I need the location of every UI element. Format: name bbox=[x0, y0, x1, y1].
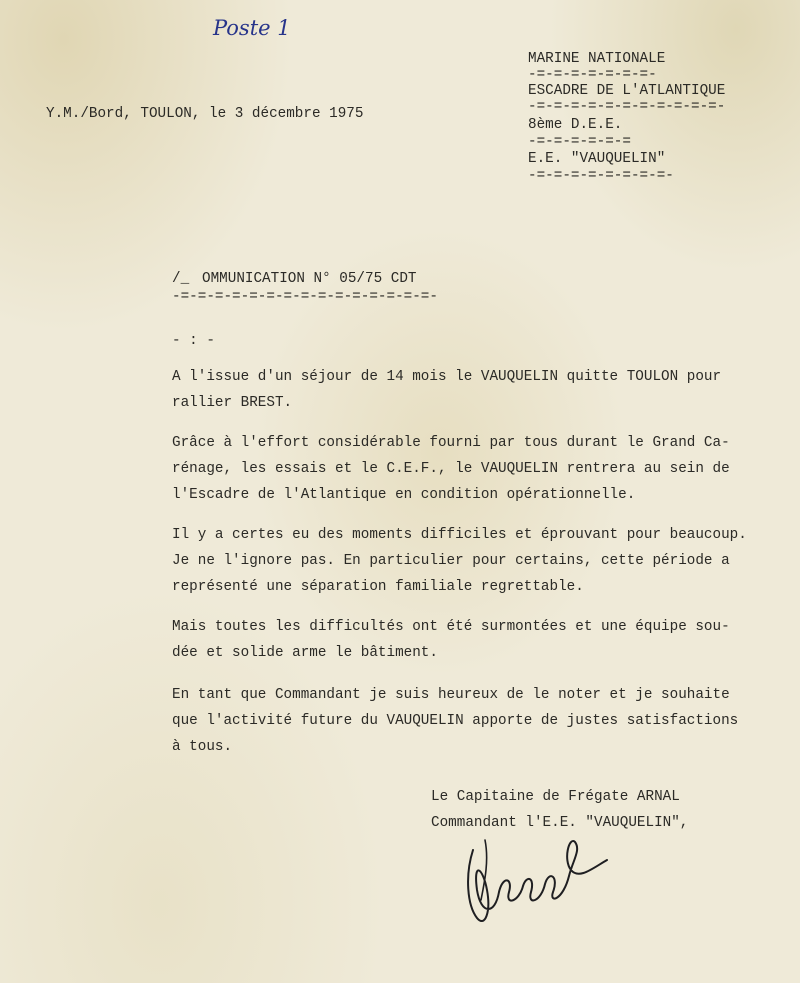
letterhead-separator-1: -=-=-=-=-=-=-=- bbox=[528, 67, 657, 83]
paragraph-line: Il y a certes eu des moments difficiles et éprouvant pour beaucoup. bbox=[172, 527, 747, 543]
letterhead-escadre: ESCADRE DE L'ATLANTIQUE bbox=[528, 83, 726, 99]
paragraph-line: rénage, les essais et le C.E.F., le VAUQUELIN rentrera au sein de bbox=[172, 461, 730, 477]
section-divider: - : - bbox=[172, 333, 215, 349]
paragraph-line: Je ne l'ignore pas. En particulier pour certains, cette période a bbox=[172, 553, 730, 569]
paragraph-line: représenté une séparation familiale regrettable. bbox=[172, 579, 584, 595]
letterhead-separator-2: -=-=-=-=-=-=-=-=-=-=-=- bbox=[528, 99, 726, 115]
paragraph-line: que l'activité future du VAUQUELIN apporte de justes satisfactions bbox=[172, 713, 739, 729]
title-underline: -=-=-=-=-=-=-=-=-=-=-=-=-=-=-=- bbox=[172, 289, 438, 305]
signatory-title: Commandant l'E.E. "VAUQUELIN", bbox=[431, 815, 689, 831]
date-line: Y.M./Bord, TOULON, le 3 décembre 1975 bbox=[46, 106, 364, 122]
paragraph-5 bbox=[172, 682, 762, 760]
signatory-rank: Le Capitaine de Frégate ARNAL bbox=[431, 789, 680, 805]
paragraph-line: l'Escadre de l'Atlantique en condition opérationnelle. bbox=[172, 487, 636, 503]
letterhead-ship: E.E. "VAUQUELIN" bbox=[528, 151, 666, 167]
handwritten-signature bbox=[455, 820, 615, 930]
letterhead-separator-4: -=-=-=-=-=-=-=-=- bbox=[528, 168, 674, 184]
paragraph-line: A l'issue d'un séjour de 14 mois le VAUQUELIN quitte TOULON pour bbox=[172, 369, 722, 385]
paragraph-1 bbox=[172, 364, 762, 416]
letterhead-separator-3: -=-=-=-=-=-= bbox=[528, 134, 631, 150]
paragraph-line: à tous. bbox=[172, 739, 233, 755]
paragraph-line: rallier BREST. bbox=[172, 395, 293, 411]
handwritten-annotation: Poste 1 bbox=[213, 16, 291, 40]
paragraph-line: En tant que Commandant je suis heureux de le noter et je souhaite bbox=[172, 687, 730, 703]
paragraph-line: Grâce à l'effort considérable fourni par tous durant le Grand Ca- bbox=[172, 435, 730, 451]
letterhead-marine-nationale: MARINE NATIONALE bbox=[528, 51, 666, 67]
title-text: OMMUNICATION N° 05/75 CDT bbox=[202, 271, 417, 287]
paragraph-4 bbox=[172, 614, 762, 666]
paragraph-2 bbox=[172, 430, 762, 508]
title-prefix: /_ bbox=[172, 271, 190, 287]
letterhead-division: 8ème D.E.E. bbox=[528, 117, 623, 133]
paragraph-3 bbox=[172, 522, 762, 600]
paragraph-line: dée et solide arme le bâtiment. bbox=[172, 645, 438, 661]
paragraph-line: Mais toutes les difficultés ont été surmontées et une équipe sou- bbox=[172, 619, 730, 635]
